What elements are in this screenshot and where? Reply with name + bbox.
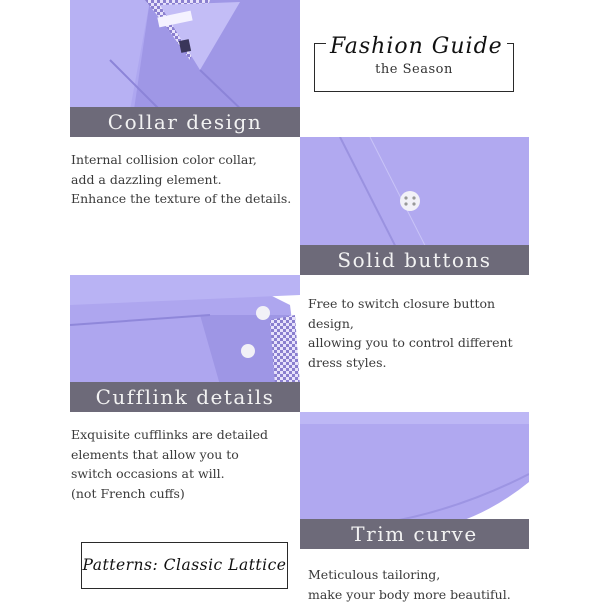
collar-caption: Collar design [70, 107, 300, 137]
buttons-photo [300, 137, 529, 275]
page-title: Fashion Guide [326, 34, 507, 59]
cufflink-description: Exquisite cufflinks are detailed elements that allow you to switch occasions at will. (not French cuffs) [71, 427, 269, 501]
trim-caption: Trim curve [300, 519, 529, 549]
buttons-caption: Solid buttons [300, 245, 529, 275]
cufflink-photo [70, 275, 300, 412]
collar-photo [70, 0, 300, 137]
collar-description: Internal collision color collar, add a dazzling element. Enhance the texture of the details. [71, 152, 292, 206]
page-subtitle: the Season [375, 62, 453, 77]
cufflink-caption: Cufflink details [70, 382, 300, 412]
buttons-description: Free to switch closure button design, allowing you to control different dress styles. [308, 296, 513, 370]
trim-description: Meticulous tailoring, make your body more beautiful. [308, 567, 511, 602]
patterns-label: Patterns: Classic Lattice [81, 542, 288, 589]
trim-photo [300, 412, 529, 549]
